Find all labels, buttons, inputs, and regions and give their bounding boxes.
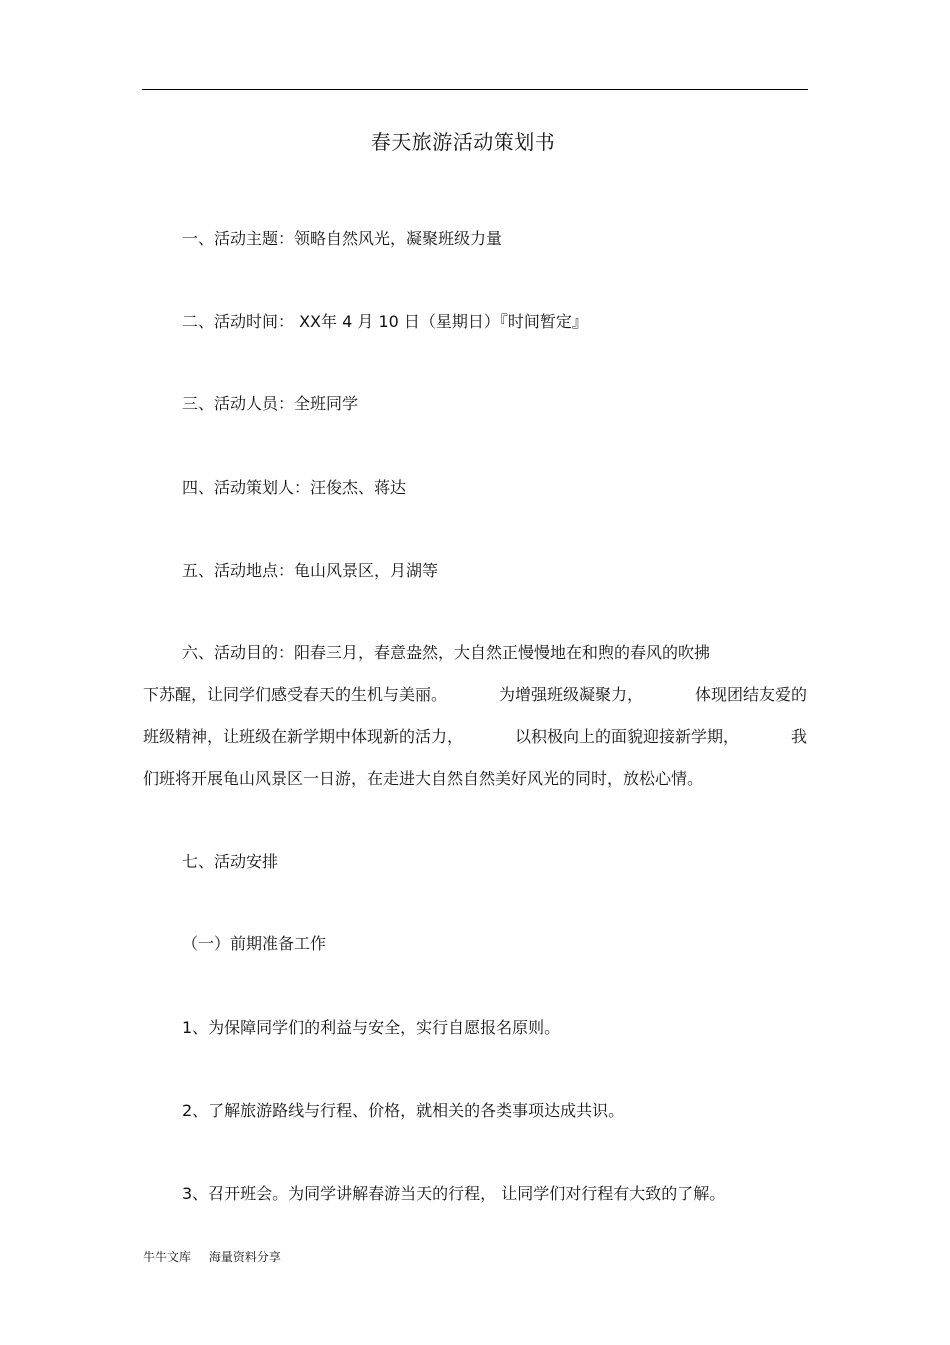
page-footer [143, 1249, 281, 1265]
document-title: 春天旅游活动策划书 [370, 130, 556, 154]
item-planners: 四、活动策划人：汪俊杰、蒋达 [182, 478, 407, 497]
header-rule [142, 89, 808, 90]
purpose-line-4: 们班将开展龟山风景区一日游，在走进大自然自然美好风光的同时，放松心情。 [143, 769, 704, 788]
purpose-line-3-part-a: 班级精神，让班级在新学期中体现新的活力， [143, 727, 464, 746]
footer-slogan: 海量资料分享 [208, 1250, 281, 1264]
preparation-step-2: 2、了解旅游路线与行程、价格，就相关的各类事项达成共识。 [182, 1101, 625, 1120]
preparation-subheading: （一）前期准备工作 [182, 934, 327, 953]
item-location: 五、活动地点：龟山风景区，月湖等 [182, 561, 439, 580]
footer-brand: 牛牛文库 [143, 1250, 192, 1264]
purpose-line-1: 六、活动目的：阳春三月，春意盎然，大自然正慢慢地在和煦的春风的吹拂 [182, 643, 711, 662]
item-theme: 一、活动主题：领略自然风光，凝聚班级力量 [182, 229, 503, 248]
purpose-line-2-part-c: 体现团结友爱的 [694, 685, 807, 704]
arrangement-heading: 七、活动安排 [182, 852, 279, 871]
item-participants: 三、活动人员：全班同学 [182, 394, 359, 413]
purpose-line-3 [143, 726, 807, 748]
preparation-step-1: 1、为保障同学们的利益与安全，实行自愿报名原则。 [182, 1018, 561, 1037]
item-time: 二、活动时间： XX年 4 月 10 日（星期日）『时间暂定』 [182, 312, 588, 331]
preparation-step-3: 3、召开班会。为同学讲解春游当天的行程， 让同学们对行程有大致的了解。 [182, 1184, 726, 1203]
purpose-line-2-part-b: 为增强班级凝聚力， [498, 685, 643, 704]
purpose-line-2 [143, 684, 807, 706]
purpose-line-3-part-b: 以积极向上的面貌迎接新学期， [514, 727, 739, 746]
purpose-line-3-part-c: 我 [790, 727, 807, 746]
purpose-line-2-part-a: 下苏醒，让同学们感受春天的生机与美丽。 [143, 685, 448, 704]
